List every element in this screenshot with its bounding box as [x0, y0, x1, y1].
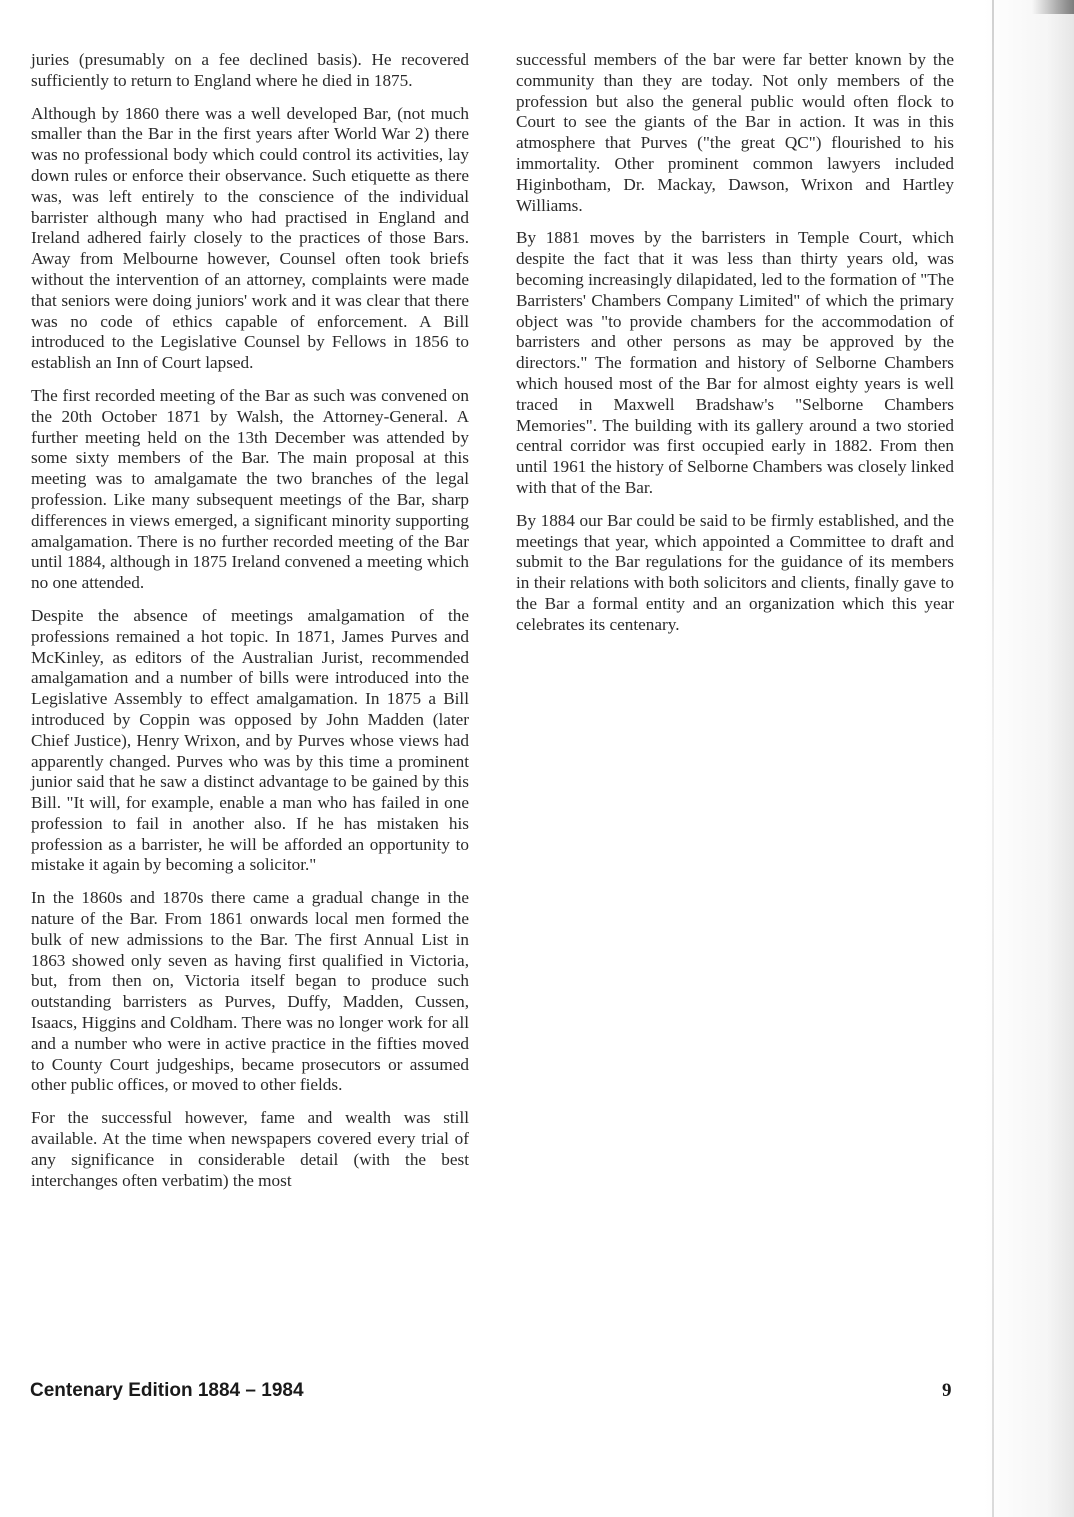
paragraph: By 1884 our Bar could be said to be firmly established, and the meetings that year, which appointed a Committee to draft and submit to the Bar regulations for the guidance of its members in their relations with both solicitors and clients, finally gave to the Bar a formal entity and an organization which this year celebrates its centenary. — [516, 510, 954, 634]
left-column — [31, 50, 469, 1203]
paragraph: The first recorded meeting of the Bar as such was convened on the 20th October 1871 by Walsh, the Attorney-General. A further meeting held on the 13th December was attended by some sixty members of the Bar. The main proposal at this meeting was to amalgamate the two branches of the legal profession. Like many subsequent meetings of the Bar, sharp differences in views emerged, a significant minority supporting amalgamation. There is no further recorded meeting of the Bar until 1884, although in 1875 Ireland convened a meeting which no one attended. — [31, 385, 469, 593]
corner-mark — [1032, 0, 1074, 14]
paragraph: Despite the absence of meetings amalgamation of the professions remained a hot topic. In 1871, James Purves and McKinley, as editors of the Australian Jurist, recommended amalgamation and a number of bills were introduced into the Legislative Assembly to effect amalgamation. In 1875 a Bill introduced by Coppin was opposed by John Madden (later Chief Justice), Henry Wrixon, and by Purves whose views had apparently changed. Purves who was by this time a prominent junior said that he saw a distinct advantage to be gained by this Bill. "It will, for example, enable a man who has failed in one profession to fail in another also. If he has mistaken his profession as a barrister, he will be afforded an opportunity to mistake it again by becoming a solicitor." — [31, 605, 469, 875]
paragraph: In the 1860s and 1870s there came a gradual change in the nature of the Bar. From 1861 onwards local men formed the bulk of new admissions to the Bar. The first Annual List in 1863 showed only seven as having first qualified in Victoria, but, from then on, Victoria itself began to produce such outstanding barristers as Purves, Duffy, Madden, Cussen, Isaacs, Higgins and Coldham. There was no longer work for all and a number who were in active practice in the fifties moved to County Court judgeships, became prosecutors or assumed other public offices, or moved to other fields. — [31, 888, 469, 1095]
paragraph: By 1881 moves by the barristers in Temple Court, which despite the fact that it was less than thirty years old, was becoming increasingly dilapidated, led to the formation of "The Barristers' Chambers Company Limited" of which the primary object was "to provide chambers for the accommodation of barristers and other persons as may be approved by the directors." The formation and history of Selborne Chambers which housed most of the Bar for almost eighty years is well traced in Maxwell Bradshaw's "Selborne Chambers Memories". The building with its gallery around a two storied central corridor was first occupied early in 1882. From then until 1961 the history of Selborne Chambers was closely linked with that of the Bar. — [516, 228, 955, 497]
paragraph: juries (presumably on a fee declined basis). He recovered sufficiently to return to England where he died in 1875. — [31, 50, 469, 90]
paragraph: Although by 1860 there was a well developed Bar, (not much smaller than the Bar in the first years after World War 2) there was no professional body which could control its activities, lay down rules or enforce their observance. Such etiquette as there was, was left entirely to the conscience of the individual barrister although many who had practised in England and Ireland adhered fairly closely to the practices of those Bars. Away from Melbourne however, Counsel often took briefs without the intervention of an attorney, complaints were made that seniors were doing juniors' work and it was clear that there was no code of ethics capable of enforcement. A Bill introduced to the Legislative Counsel by Fellows in 1856 to establish an Inn of Court lapsed. — [31, 103, 469, 373]
footer-edition-title: Centenary Edition 1884 – 1984 — [30, 1380, 304, 1401]
page-number: 9 — [942, 1380, 952, 1401]
page-fold-line — [992, 0, 994, 1517]
paragraph: successful members of the bar were far better known by the community than they are today. Not only members of the profession but also the general public would often flock to Court to see the giants of the Bar in action. It was in this atmosphere that Purves ("the great QC") flourished to his immortality. Other prominent common lawyers included Higinbotham, Dr. Mackay, Dawson, Wrixon and Hartley Williams. — [516, 50, 954, 215]
paragraph: For the successful however, fame and wealth was still available. At the time when newspapers covered every trial of any significance in considerable detail (with the best interchanges often verbatim) the most — [31, 1108, 469, 1190]
page-edge-shadow — [984, 0, 1074, 1517]
right-column — [516, 50, 954, 648]
